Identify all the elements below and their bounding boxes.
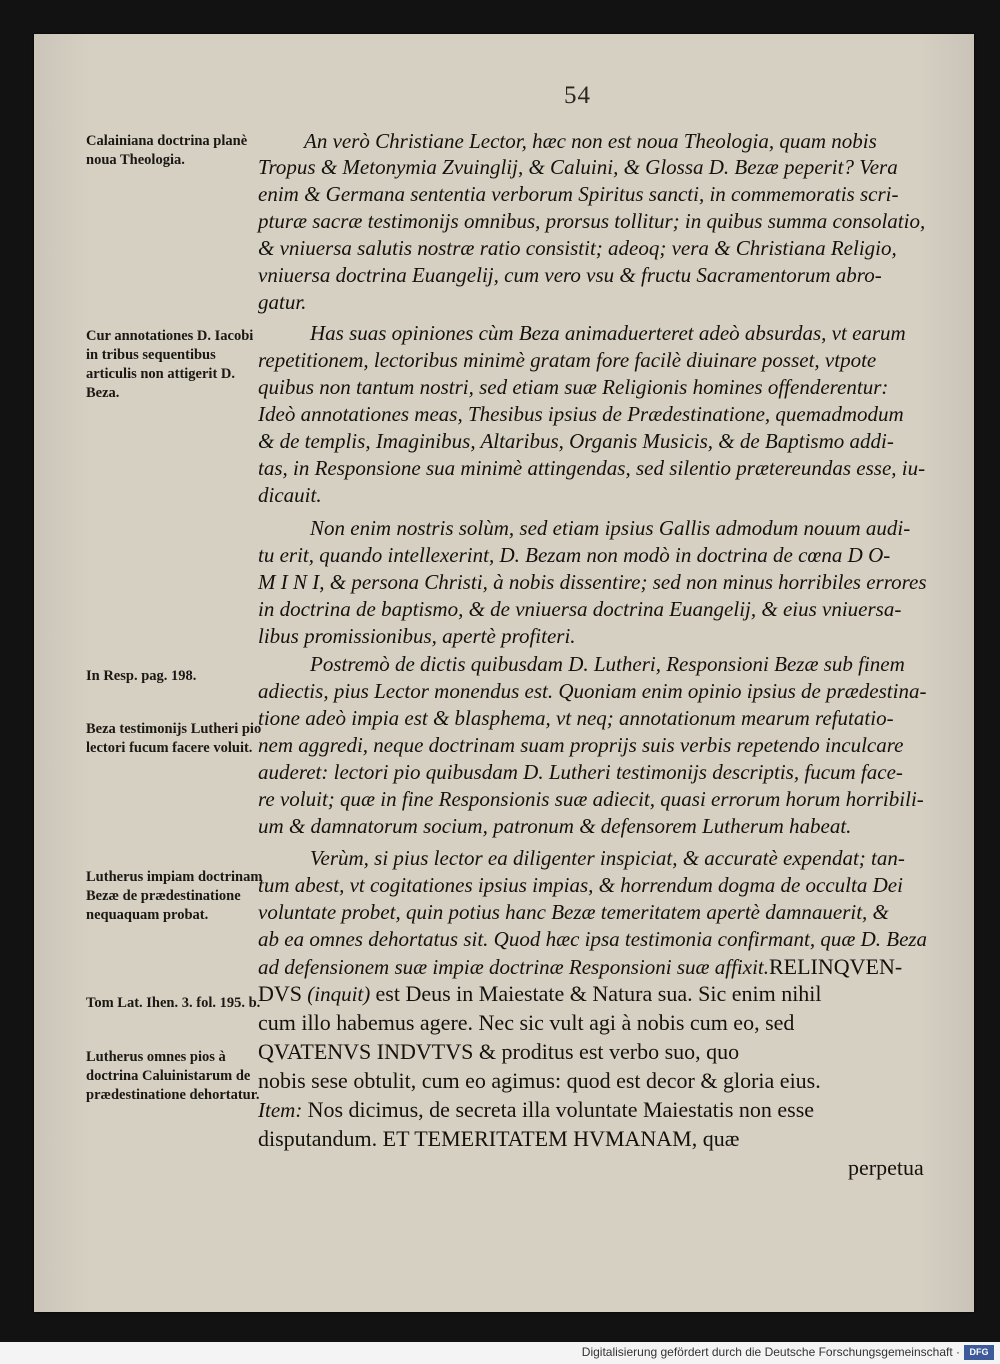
text-line: Tropus & Metonymia Zvuinglij, & Caluini, & Glossa D. Bezæ peperit? Vera: [258, 155, 898, 179]
margin-note: In Resp. pag. 198.: [86, 668, 197, 684]
text-line: & de templis, Imaginibus, Altaribus, Organis Musicis, & de Baptismo addi-: [258, 429, 894, 453]
text-line: An verò Christiane Lector, hæc non est noua Theologia, quam nobis: [304, 129, 877, 153]
text-line: adiectis, pius Lector monendus est. Quoniam enim opinio ipsius de prædestina-: [258, 679, 927, 703]
margin-note: Cur annotationes D. Iacobi in tribus sequentibus articulis non attigerit D. Beza.: [86, 328, 254, 401]
text-line: vniuersa doctrina Euangelij, cum vero vsu & fructu Sacramentorum abro-: [258, 263, 882, 287]
text-run: RELINQVEN-: [769, 954, 903, 979]
text-line: [258, 981, 822, 1007]
text-line: quibus non tantum nostri, sed etiam suæ Religionis homines offenderentur:: [258, 375, 889, 399]
footer-bar: [0, 1342, 1000, 1364]
text-run: Item:: [258, 1098, 303, 1122]
text-line: tu erit, quando intellexerint, D. Bezam non modò in doctrina de cœna D O-: [258, 543, 891, 567]
text-line: voluntate probet, quin potius hanc Bezæ temeritatem apertè damnauerit, &: [258, 900, 889, 924]
text-line: tum abest, vt cogitationes ipsius impias, & horrendum dogma de occulta Dei: [258, 873, 903, 897]
margin-note: Tom Lat. Ihen. 3. fol. 195. b.: [86, 995, 261, 1011]
margin-note: Lutherus impiam doctrinam Bezæ de prædestinatione nequaquam probat.: [86, 869, 263, 923]
text-line: in doctrina de baptismo, & de vniuersa doctrina Euangelij, & eius vniuersa-: [258, 597, 902, 621]
text-line: gatur.: [258, 290, 307, 314]
text-line: nobis sese obtulit, cum eo agimus: quod est decor & gloria eius.: [258, 1068, 821, 1093]
text-line: Ideò annotationes meas, Thesibus ipsius de Prædestinatione, quemadmodum: [258, 402, 904, 426]
text-line: QVATENVS INDVTVS & proditus est verbo suo, quo: [258, 1039, 740, 1064]
text-line: disputandum. ET TEMERITATEM HVMANAM, quæ: [258, 1126, 740, 1151]
text-line: perpetua: [848, 1155, 924, 1180]
text-line: Postremò de dictis quibusdam D. Lutheri, Responsioni Bezæ sub finem: [310, 652, 905, 676]
text-run: (inquit): [307, 982, 371, 1006]
text-run: Nos dicimus, de secreta illa voluntate Maiestatis non esse: [307, 1097, 815, 1122]
footer-credit: Digitalisierung gefördert durch die Deutsche Forschungsgemeinschaft ·: [581, 1345, 960, 1359]
page-number: 54: [564, 82, 591, 109]
text-line: nem aggredi, neque doctrinam suam proprijs suis verbis repetendo inculcare: [258, 733, 904, 757]
margin-note: Beza testimonijs Lutheri pio lectori fucum facere voluit.: [86, 721, 262, 756]
text-line: cum illo habemus agere. Nec sic vult agi à nobis cum eo, sed: [258, 1010, 795, 1035]
text-line: Non enim nostris solùm, sed etiam ipsius Gallis admodum nouum audi-: [310, 516, 911, 540]
text-line: tas, in Responsione sua minimè attingendas, sed silentio prætereundas esse, iu-: [258, 456, 926, 480]
margin-note: Lutherus omnes pios à doctrina Caluinistarum de prædestinatione dehortatur.: [86, 1049, 260, 1103]
text-line: ab ea omnes dehortatus sit. Quod hæc ipsa testimonia confirmant, quæ D. Beza: [258, 927, 928, 951]
text-line: Verùm, si pius lector ea diligenter inspiciat, & accuratè expendat; tan-: [310, 846, 905, 870]
text-line: [258, 954, 902, 980]
text-line: dicauit.: [258, 483, 322, 507]
text-line: Has suas opiniones cùm Beza animaduerteret adeò absurdas, vt earum: [310, 321, 906, 345]
text-line: enim & Germana sententia verborum Spiritus sancti, in commemoratis scri-: [258, 182, 899, 206]
text-line: libus promissionibus, apertè profiteri.: [258, 624, 576, 648]
text-line: M I N I, & persona Christi, à nobis dissentire; sed non minus horribiles errores: [258, 570, 927, 594]
dfg-logo: DFG: [964, 1345, 994, 1360]
text-line: re voluit; quæ in fine Responsionis suæ adiecit, quasi errorum horum horribili-: [258, 787, 924, 811]
text-run: est Deus in Maiestate & Natura sua. Sic enim nihil: [375, 981, 822, 1006]
text-line: repetitionem, lectoribus minimè gratam fore facilè diuinare posset, vtpote: [258, 348, 877, 372]
text-line: um & damnatorum socium, patronum & defensorem Lutherum habeat.: [258, 814, 852, 838]
text-line: pturæ sacræ testimonijs omnibus, prorsus tollitur; in quibus summa consolatio,: [258, 209, 926, 233]
text-line: [258, 1097, 814, 1123]
text-run: DVS: [258, 981, 303, 1006]
book-page: [34, 34, 974, 1312]
margin-note: Calainiana doctrina planè noua Theologia.: [86, 133, 248, 168]
text-line: auderet: lectori pio quibusdam D. Lutheri testimonijs descriptis, fucum face-: [258, 760, 903, 784]
text-line: tione adeò impia est & blasphema, vt neq; annotationum mearum refutatio-: [258, 706, 894, 730]
text-run: ad defensionem suæ impiæ doctrinæ Responsioni suæ affixit.: [258, 955, 769, 979]
text-line: & vniuersa salutis nostræ ratio consistit; adeoq; vera & Christiana Religio,: [258, 236, 897, 260]
